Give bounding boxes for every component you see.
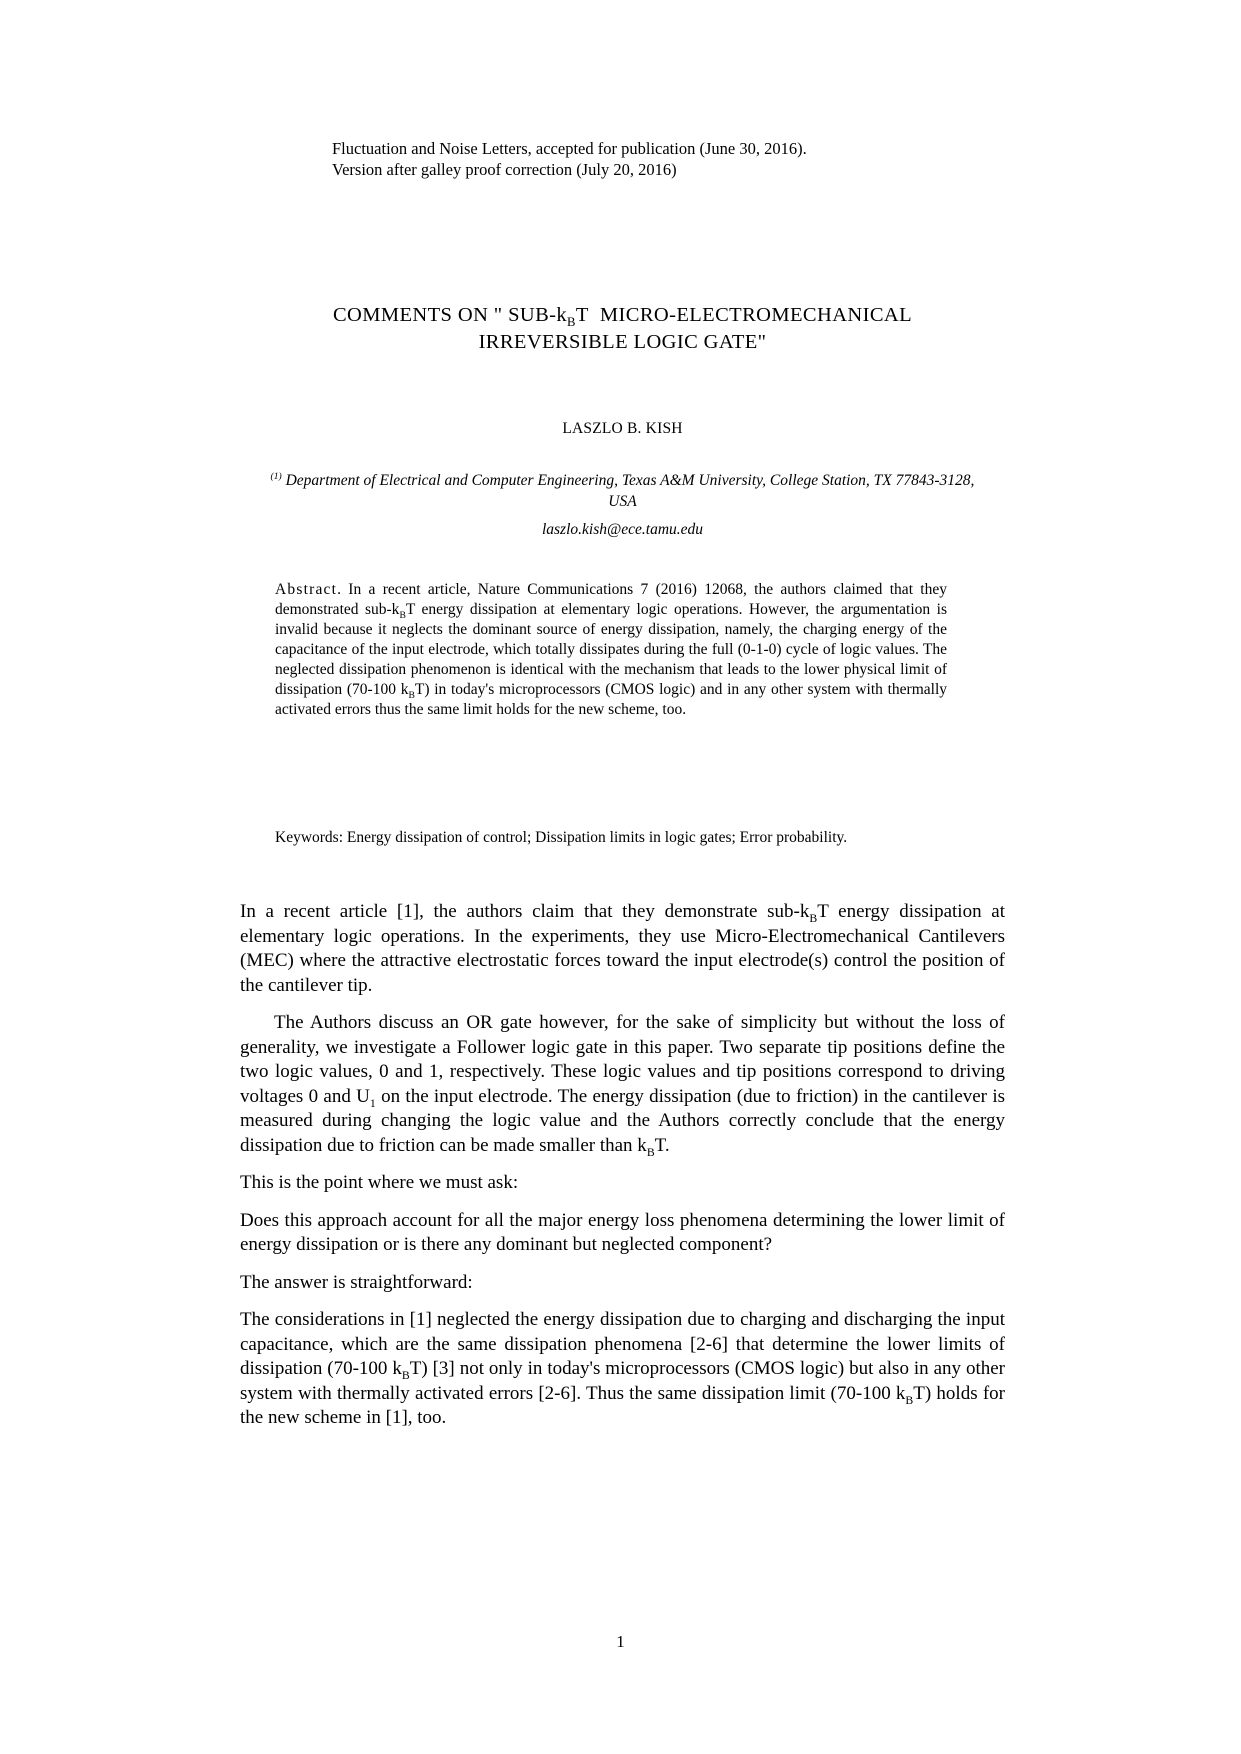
author-affiliation: $^{(1)}$ Department of Electrical and Computer Engineering, Texas A&M University, College Station, TX 77843-3128, USA [270,470,975,510]
keywords: Keywords: Energy dissipation of control; Dissipation limits in logic gates; Error probability. [275,829,848,846]
journal-header-line2: Version after galley proof correction (July 20, 2016) [332,160,677,179]
journal-header-line1: Fluctuation and Noise Letters, accepted for publication (June 30, 2016). [332,139,807,158]
journal-header [332,138,1005,180]
abstract: Abstract. In a recent article, Nature Communications 7 (2016) 12068, the authors claimed that they demonstrated sub-$k_BT$ energy dissipation at elementary logic operations. However, the argumentation is invalid because it neglects the dominant source of energy dissipation, namely, the charging energy of the capacitance of the input electrode, which totally dissipates during the full (0-1-0) cycle of logic values. The neglected dissipation phenomenon is identical with the mechanism that leads to the lower physical limit of dissipation (70-100 $k_BT$) in today's microprocessors (CMOS logic) and in any other system with thermally activated errors thus the same limit holds for the new scheme, too. [275,581,948,718]
body-paragraph: The answer is straightforward: [240,1271,473,1293]
body-paragraph: This is the point where we must ask: [240,1172,519,1193]
body-paragraph: The considerations in [1] neglected the energy dissipation due to charging and discharging the input capacitance, which are the same dissipation phenomena [2-6] that determine the lower limits of dissipation (70-100 $k_BT$) [3] not only in today's microprocessors (CMOS logic) but also in any other system with thermally activated errors [2-6]. Thus the same dissipation limit (70-100 $k_BT$) holds for the new scheme in [1], too. [240,1309,1006,1428]
author-name: LASZLO B. KISH [562,420,683,437]
body-paragraph: In a recent article [1], the authors claim that they demonstrate sub-$k_BT$ energy dissipation at elementary logic operations. In the experiments, they use Micro-Electromechanical Cantilevers (MEC) where the attractive electrostatic forces toward the input electrode(s) control the position of the cantilever tip. [240,901,1005,996]
body-paragraph: The Authors discuss an OR gate however, for the sake of simplicity but without the loss of generality, we investigate a Follower logic gate in this paper. Two separate tip positions define the two logic values, 0 and 1, respectively. These logic values and tip positions correspond to driving voltages 0 and $U_1$ on the input electrode. The energy dissipation (due to friction) in the cantilever is measured during changing the logic value and the Authors correctly conclude that the energy dissipation due to friction can be made smaller than $k_BT$. [240,1012,1005,1159]
body [240,900,1005,1431]
body-paragraph: Does this approach account for all the major energy loss phenomena determining the lower limit of energy dissipation or is there any dominant but neglected component? [240,1209,1005,1255]
page-number: 1 [616,1632,625,1651]
author-email: laszlo.kish@ece.tamu.edu [541,521,704,538]
paper-title: COMMENTS ON " SUB-$k_BT$ MICRO-ELECTROMECHANICAL IRREVERSIBLE LOGIC GATE" [332,304,913,353]
